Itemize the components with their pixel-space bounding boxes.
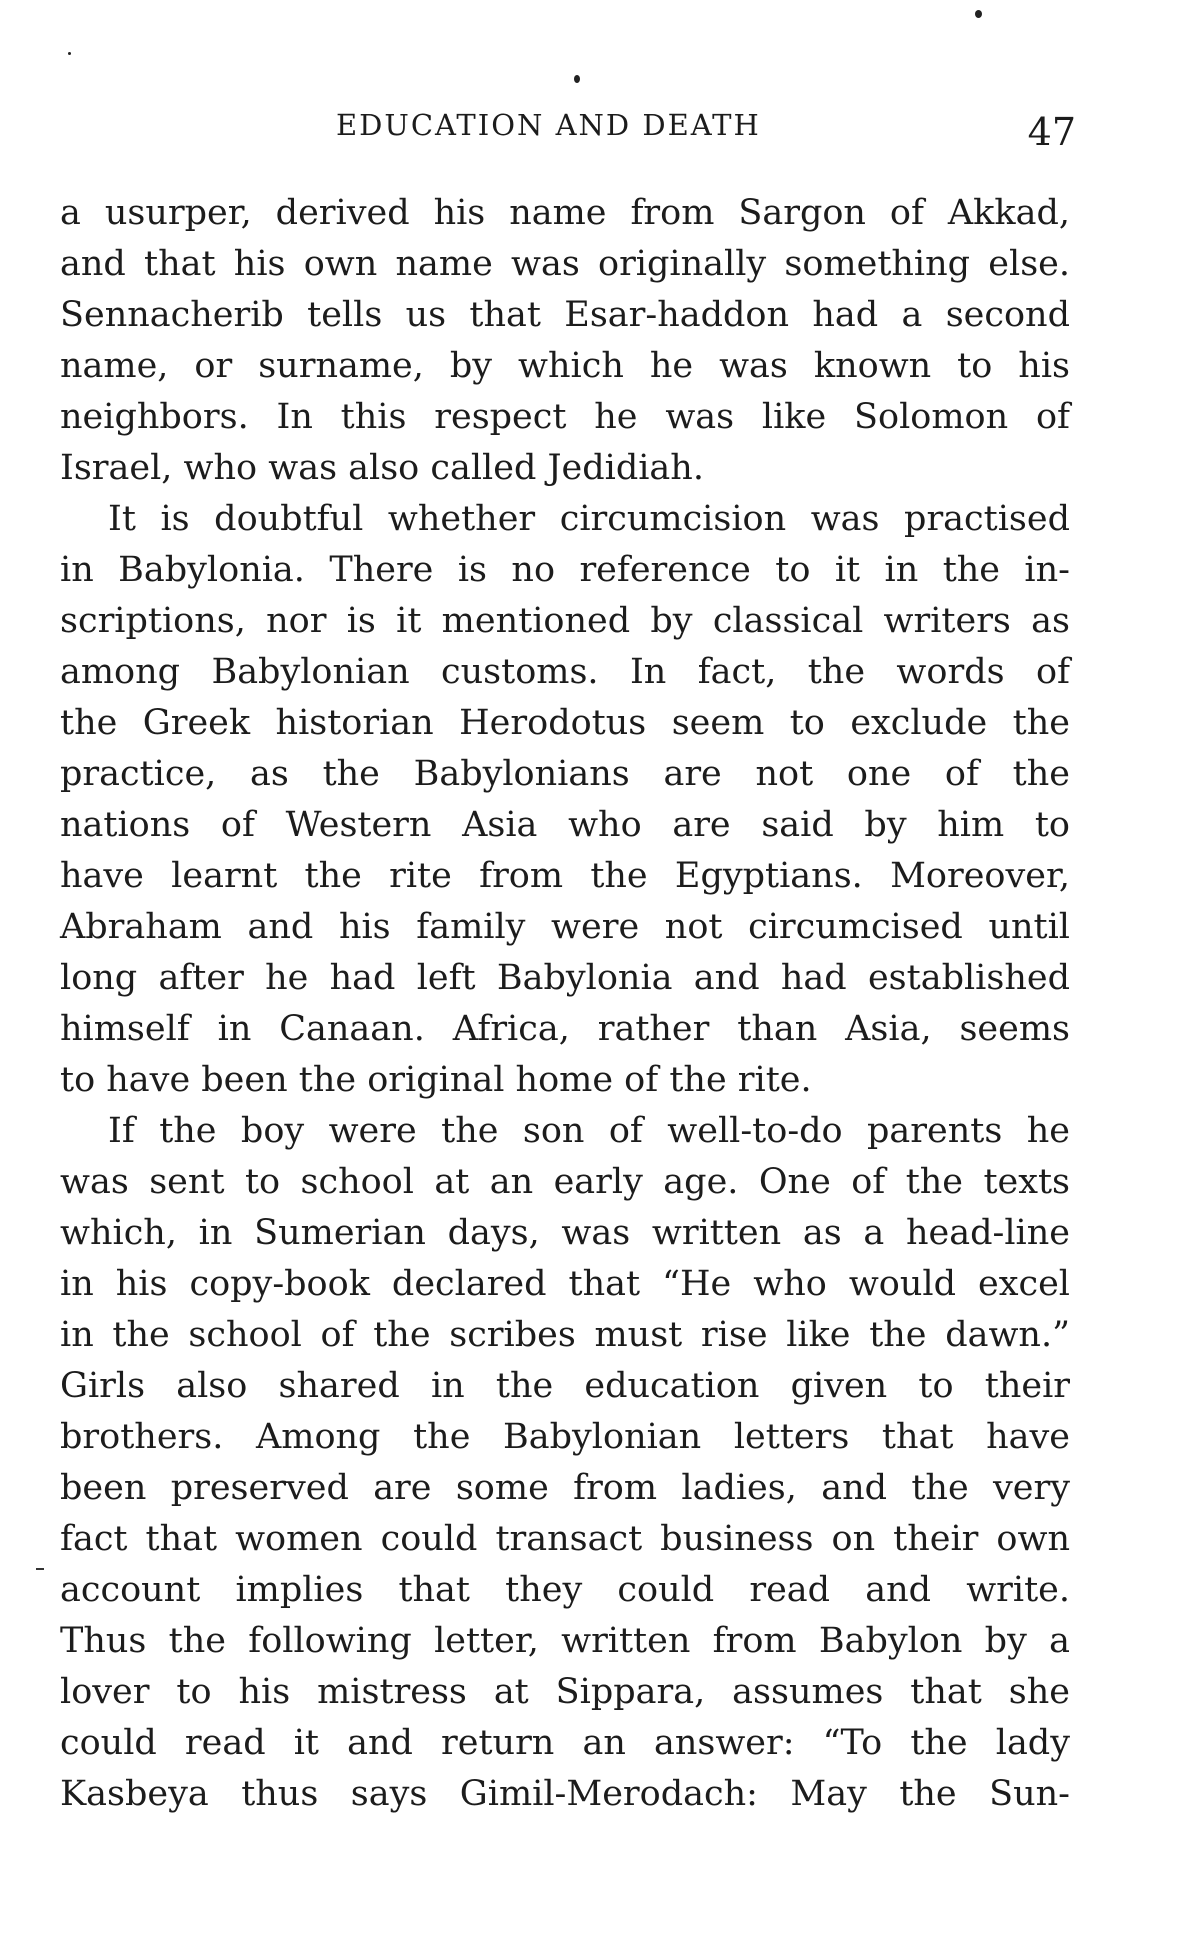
- text-line: long after he had left Babylonia and had established: [60, 958, 1070, 998]
- running-head: [66, 100, 1076, 154]
- text-line: Thus the following letter, written from Babylon by a: [60, 1621, 1070, 1661]
- text-line: Abraham and his family were not circumcised until: [60, 907, 1070, 947]
- text-line: scriptions, nor is it mentioned by classical writers as: [60, 601, 1070, 641]
- text-line: lover to his mistress at Sippara, assumes that she: [60, 1672, 1070, 1712]
- margin-mark: [36, 1568, 44, 1570]
- running-title: EDUCATION AND DEATH: [336, 108, 761, 142]
- print-speck: [68, 52, 71, 55]
- text-line: which, in Sumerian days, was written as a head-line: [60, 1213, 1070, 1253]
- text-line: have learnt the rite from the Egyptians. Moreover,: [60, 856, 1070, 896]
- text-line: been preserved are some from ladies, and the very: [60, 1468, 1070, 1508]
- text-line: nations of Western Asia who are said by him to: [60, 805, 1070, 845]
- text-line: could read it and return an answer: “To the lady: [60, 1723, 1070, 1763]
- text-line: in Babylonia. There is no reference to it in the in-: [60, 550, 1070, 590]
- text-line: practice, as the Babylonians are not one of the: [60, 754, 1070, 794]
- text-line: in his copy-book declared that “He who would excel: [60, 1264, 1070, 1304]
- text-line: and that his own name was originally something else.: [60, 244, 1070, 284]
- text-line: himself in Canaan. Africa, rather than Asia, seems: [60, 1009, 1070, 1049]
- text-line: account implies that they could read and write.: [60, 1570, 1070, 1610]
- text-line: neighbors. In this respect he was like Solomon of: [60, 397, 1070, 437]
- body-text: [60, 188, 1070, 1820]
- text-line: Kasbeya thus says Gimil-Merodach: May the Sun-: [60, 1774, 1070, 1814]
- text-line: fact that women could transact business on their own: [60, 1519, 1070, 1559]
- text-line: Sennacherib tells us that Esar-haddon had a second: [60, 295, 1070, 335]
- text-line: It is doubtful whether circumcision was practised: [108, 499, 1070, 539]
- text-line: was sent to school at an early age. One of the texts: [60, 1162, 1070, 1202]
- text-line: a usurper, derived his name from Sargon of Akkad,: [60, 193, 1070, 233]
- text-line: in the school of the scribes must rise like the dawn.”: [60, 1315, 1070, 1355]
- text-line: name, or surname, by which he was known to his: [60, 346, 1070, 386]
- text-line: Israel, who was also called Jedidiah.: [60, 448, 704, 488]
- print-speck: [975, 10, 982, 18]
- page-number: 47: [1027, 110, 1076, 154]
- print-speck: [574, 75, 580, 83]
- text-line: brothers. Among the Babylonian letters that have: [60, 1417, 1070, 1457]
- text-line: If the boy were the son of well-to-do parents he: [108, 1111, 1070, 1151]
- text-line: to have been the original home of the rite.: [60, 1060, 812, 1100]
- text-line: the Greek historian Herodotus seem to exclude the: [60, 703, 1070, 743]
- text-line: Girls also shared in the education given to their: [60, 1366, 1070, 1406]
- text-line: among Babylonian customs. In fact, the words of: [60, 652, 1070, 692]
